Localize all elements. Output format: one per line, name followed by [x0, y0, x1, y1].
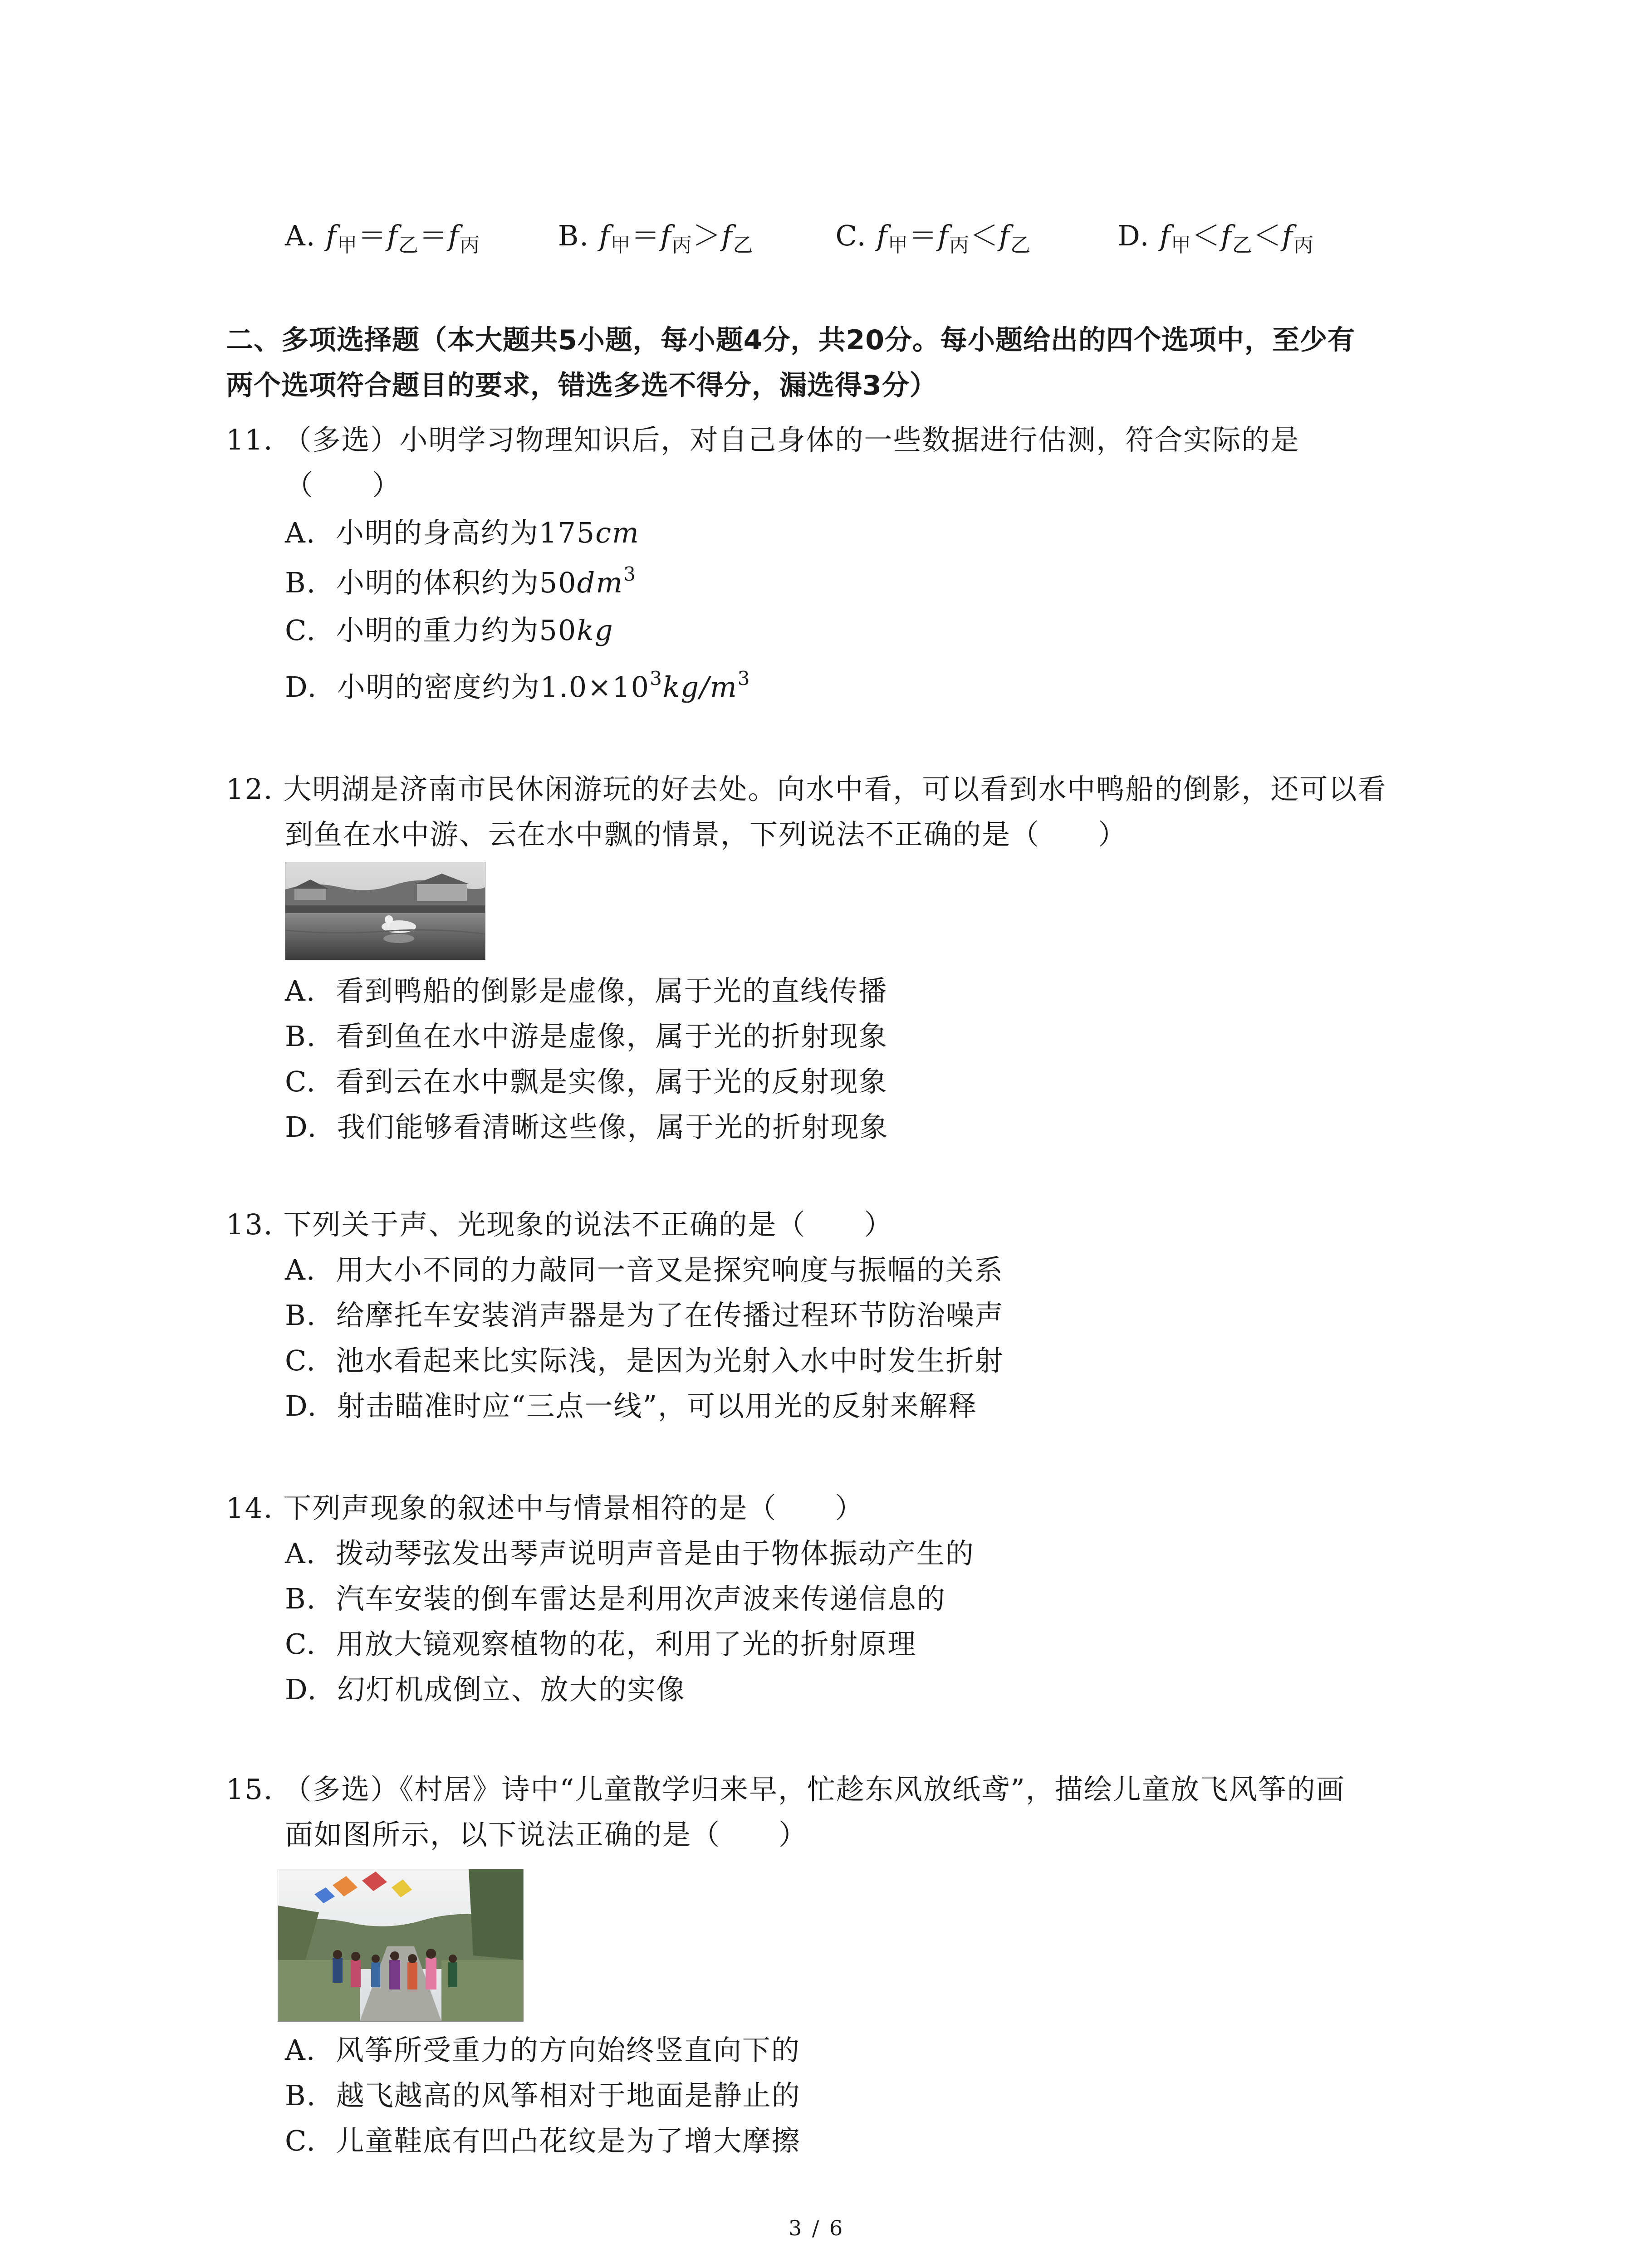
q12-option-b: B. 看到鱼在水中游是虚像，属于光的折射现象 [285, 1020, 888, 1053]
q12-option-c: C. 看到云在水中飘是实像，属于光的反射现象 [285, 1065, 888, 1098]
q12-stem-line1: 12. 大明湖是济南市民休闲游玩的好去处。向水中看，可以看到水中鸭船的倒影，还可以看 [226, 772, 1387, 806]
kite-flying-photo [278, 1869, 524, 2022]
q14-option-c: C. 用放大镜观察植物的花，利用了光的折射原理 [285, 1628, 917, 1661]
prev-option-b: B. $f_甲=f_丙>f_乙$ [558, 219, 754, 257]
q12-stem-line2: 到鱼在水中游、云在水中飘的情景，下列说法不正确的是（ ） [285, 818, 1127, 851]
page-number: 3 / 6 [789, 2216, 845, 2240]
q12-option-d: D. 我们能够看清晰这些像，属于光的折射现象 [285, 1110, 889, 1144]
q14-option-d: D. 幻灯机成倒立、放大的实像 [285, 1673, 686, 1706]
q12-option-a: A. 看到鸭船的倒影是虚像，属于光的直线传播 [285, 974, 887, 1007]
prev-option-c: C. $f_甲=f_丙<f_乙$ [835, 219, 1031, 257]
q13-option-b: B. 给摩托车安装消声器是为了在传播过程环节防治噪声 [285, 1299, 1004, 1332]
q11-answer-paren: （ ） [285, 469, 402, 502]
q12-number: 12. [226, 772, 274, 806]
q15-option-b: B. 越飞越高的风筝相对于地面是静止的 [285, 2079, 801, 2112]
q14-option-a: A. 拨动琴弦发出琴声说明声音是由于物体振动产生的 [285, 1537, 975, 1570]
q11-option-c: C. 小明的重力约为50kg [285, 614, 614, 647]
q15-stem-line2: 面如图所示，以下说法正确的是（ ） [285, 1818, 808, 1851]
q13-option-c: C. 池水看起来比实际浅，是因为光射入水中时发生折射 [285, 1344, 1004, 1377]
lake-scene-image [285, 862, 485, 960]
q13-option-a: A. 用大小不同的力敲同一音叉是探究响度与振幅的关系 [285, 1253, 1004, 1286]
prev-option-d: D. $f_甲<f_乙<f_丙$ [1117, 219, 1314, 257]
section-heading-line1: 二、多项选择题（本大题共5小题，每小题4分，共20分。每小题给出的四个选项中，至少有 [226, 324, 1355, 356]
q11-number: 11. [226, 423, 274, 456]
q14-stem: 14. 下列声现象的叙述中与情景相符的是（ ） [226, 1491, 864, 1525]
q14-number: 14. [226, 1491, 274, 1525]
section-heading-line2: 两个选项符合题目的要求，错选多选不得分，漏选得3分） [226, 370, 937, 401]
q15-option-a: A. 风筝所受重力的方向始终竖直向下的 [285, 2033, 800, 2067]
q11-option-b: B. 小明的体积约为$50dm^3$ [285, 563, 637, 599]
q11-option-d: D. 小明的密度约为$1.0\times 10^3kg/m^3$ [285, 667, 751, 704]
prev-question-options [285, 218, 1314, 257]
q13-number: 13. [226, 1208, 274, 1241]
q14-option-b: B. 汽车安装的倒车雷达是利用次声波来传递信息的 [285, 1582, 946, 1615]
q15-stem-line1: 15. （多选）《村居》诗中“儿童散学归来早，忙趁东风放纸鸢”，描绘儿童放飞风筝的画 [226, 1773, 1345, 1806]
prev-option-a: A. $f_甲=f_乙=f_丙$ [285, 219, 481, 257]
q11-stem: 11. （多选）小明学习物理知识后，对自己身体的一些数据进行估测，符合实际的是 [226, 423, 1300, 456]
q15-number: 15. [226, 1773, 274, 1806]
q11-option-a: A. 小明的身高约为175cm [285, 516, 640, 549]
children-kites-image [278, 1869, 523, 2021]
q15-option-c: C. 儿童鞋底有凹凸花纹是为了增大摩擦 [285, 2124, 801, 2157]
q13-stem: 13. 下列关于声、光现象的说法不正确的是（ ） [226, 1208, 893, 1241]
daming-lake-photo [285, 862, 485, 960]
q13-option-d: D. 射击瞄准时应“三点一线”，可以用光的反射来解释 [285, 1389, 978, 1422]
